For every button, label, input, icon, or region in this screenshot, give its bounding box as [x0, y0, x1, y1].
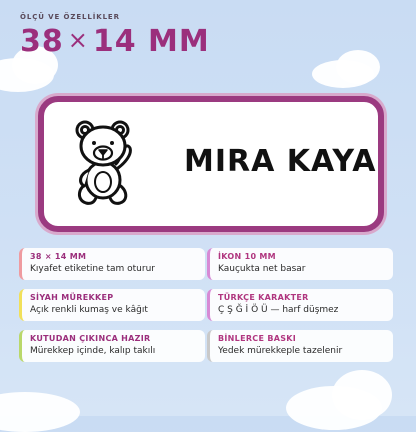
- teddy-bear-icon: [72, 118, 142, 208]
- feature-description: Mürekkep içinde, kalıp takılı: [30, 346, 156, 356]
- feature-description: Kıyafet etiketine tam oturur: [30, 264, 155, 274]
- feature-card-durability: [207, 330, 393, 362]
- size-width: 38: [20, 24, 64, 59]
- feature-description: Yedek mürekkeple tazelenir: [218, 346, 343, 356]
- size-separator: ×: [67, 26, 89, 54]
- label-name: MIRA KAYA: [184, 144, 377, 179]
- feature-card-icon-size: [207, 248, 393, 280]
- cloud: [0, 392, 80, 432]
- feature-title: 38 × 14 MM: [30, 252, 87, 261]
- feature-title: TÜRKÇE KARAKTER: [218, 293, 309, 302]
- feature-title: SİYAH MÜREKKEP: [30, 293, 114, 302]
- page-subtitle: ÖLÇÜ VE ÖZELLİKLER: [20, 13, 120, 21]
- feature-card-characters: [207, 289, 393, 321]
- size-height: 14 MM: [92, 24, 210, 59]
- feature-card-ink: [19, 289, 205, 321]
- feature-title: BİNLERCE BASKI: [218, 334, 297, 343]
- cloud: [332, 370, 392, 420]
- feature-title: KUTUDAN ÇIKINCA HAZIR: [30, 334, 151, 343]
- label-preview-card: [38, 96, 384, 232]
- size-title: [20, 24, 210, 59]
- feature-description: Açık renkli kumaş ve kâğıt: [30, 305, 148, 315]
- feature-card-ready: [19, 330, 205, 362]
- cloud: [336, 50, 380, 84]
- feature-card-size: [19, 248, 205, 280]
- feature-title: İKON 10 MM: [218, 252, 276, 261]
- feature-description: Ç Ş Ğ İ Ö Ü — harf düşmez: [218, 305, 339, 315]
- feature-description: Kauçukta net basar: [218, 264, 306, 274]
